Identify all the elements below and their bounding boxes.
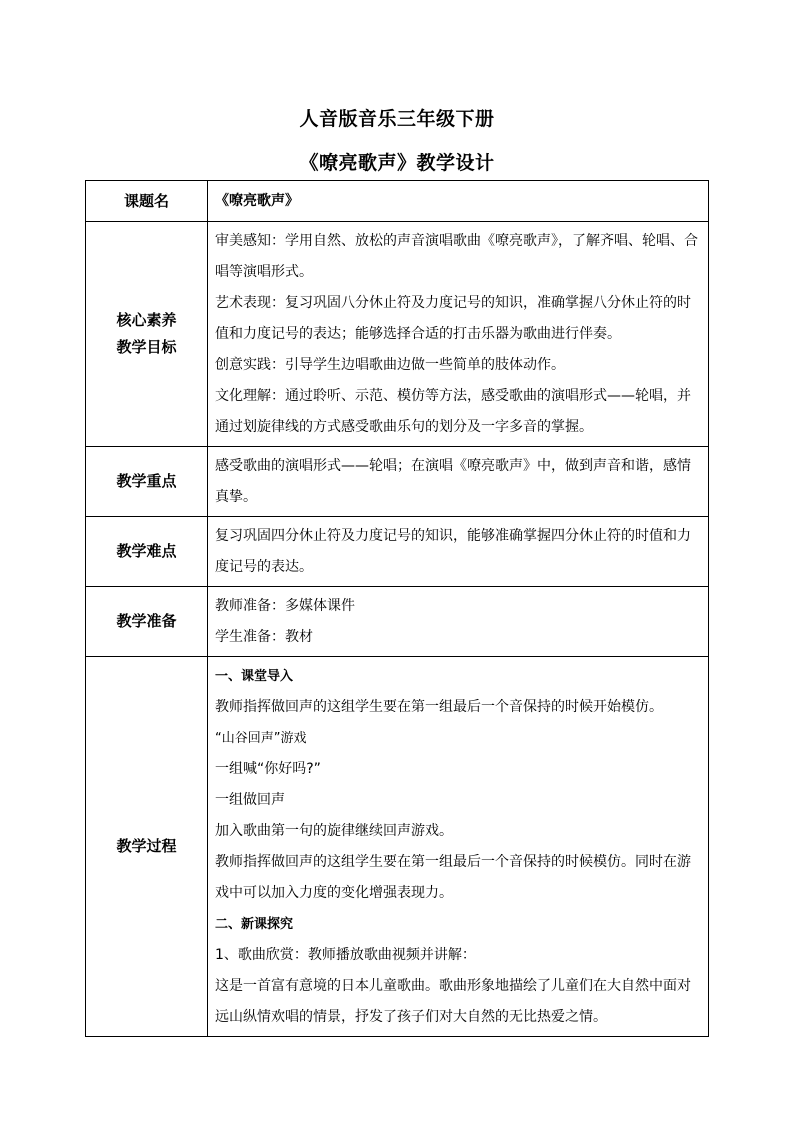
table-row-process xyxy=(86,657,709,1037)
process-label: 教学过程 xyxy=(86,657,208,1037)
teacher-preparation: 教师准备：多媒体课件 xyxy=(215,598,355,614)
goal-aesthetic: 审美感知：学用自然、放松的声音演唱歌曲《嘹亮歌声》，了解齐唱、轮唱、合唱等演唱形式。 xyxy=(215,233,698,280)
song-appreciation: 1、歌曲欣赏：教师播放歌曲视频并讲解： xyxy=(215,947,476,963)
intro-game-title: “山谷回声”游戏 xyxy=(215,731,307,746)
goal-culture: 文化理解：通过聆听、示范、模仿等方法，感受歌曲的演唱形式——轮唱，并通过划旋律线的方式感受歌曲乐句的划分及一字多音的掌握。 xyxy=(215,388,691,435)
intro-step-call: 一组喊“你好吗?” xyxy=(215,761,321,777)
preparation-label: 教学准备 xyxy=(86,587,208,657)
preparation-content xyxy=(208,587,709,657)
table-row-preparation xyxy=(86,587,709,657)
document-title: 人音版音乐三年级下册 xyxy=(299,108,495,130)
intro-step-melody: 加入歌曲第一句的旋律继续回声游戏。 xyxy=(215,823,453,839)
intro-step-echo: 一组做回声 xyxy=(215,792,285,808)
intro-paragraph: 教师指挥做回声的这组学生要在第一组最后一个音保持的时候开始模仿。 xyxy=(215,699,663,715)
goals-label-cell xyxy=(86,222,208,447)
topic-label: 课题名 xyxy=(86,181,208,222)
goal-expression: 艺术表现：复习巩固八分休止符及力度记号的知识，准确掌握八分休止符的时值和力度记号的表达；能够选择合适的打击乐器为歌曲进行伴奏。 xyxy=(215,295,691,342)
key-points-text: 感受歌曲的演唱形式——轮唱；在演唱《嘹亮歌声》中，做到声音和谐，感情真挚。 xyxy=(208,447,709,517)
student-preparation: 学生准备：教材 xyxy=(215,629,313,645)
section-heading-new-lesson: 二、新课探究 xyxy=(215,917,294,932)
table-row-goals xyxy=(86,222,709,447)
table-row-difficulties xyxy=(86,517,709,587)
song-description: 这是一首富有意境的日本儿童歌曲。歌曲形象地描绘了儿童们在大自然中面对远山纵情欢唱的情景，抒发了孩子们对大自然的无比热爱之情。 xyxy=(215,978,691,1025)
topic-value: 《嘹亮歌声》 xyxy=(208,181,709,222)
lesson-plan-table xyxy=(85,180,709,1037)
goals-content xyxy=(208,222,709,447)
table-row-topic xyxy=(86,181,709,222)
difficulties-text: 复习巩固四分休止符及力度记号的知识，能够准确掌握四分休止符的时值和力度记号的表达。 xyxy=(208,517,709,587)
goals-label-line2: 教学目标 xyxy=(116,338,177,356)
intro-conducting: 教师指挥做回声的这组学生要在第一组最后一个音保持的时候模仿。同时在游戏中可以加入力度的变化增强表现力。 xyxy=(215,854,691,901)
goal-creativity: 创意实践：引导学生边唱歌曲边做一些简单的肢体动作。 xyxy=(215,357,565,373)
goals-label-line1: 核心素养 xyxy=(116,311,177,329)
document-subtitle: 《嘹亮歌声》教学设计 xyxy=(299,152,495,174)
section-heading-intro: 一、课堂导入 xyxy=(215,669,294,684)
process-content xyxy=(208,657,709,1037)
table-row-key-points xyxy=(86,447,709,517)
key-points-label: 教学重点 xyxy=(86,447,208,517)
difficulties-label: 教学难点 xyxy=(86,517,208,587)
